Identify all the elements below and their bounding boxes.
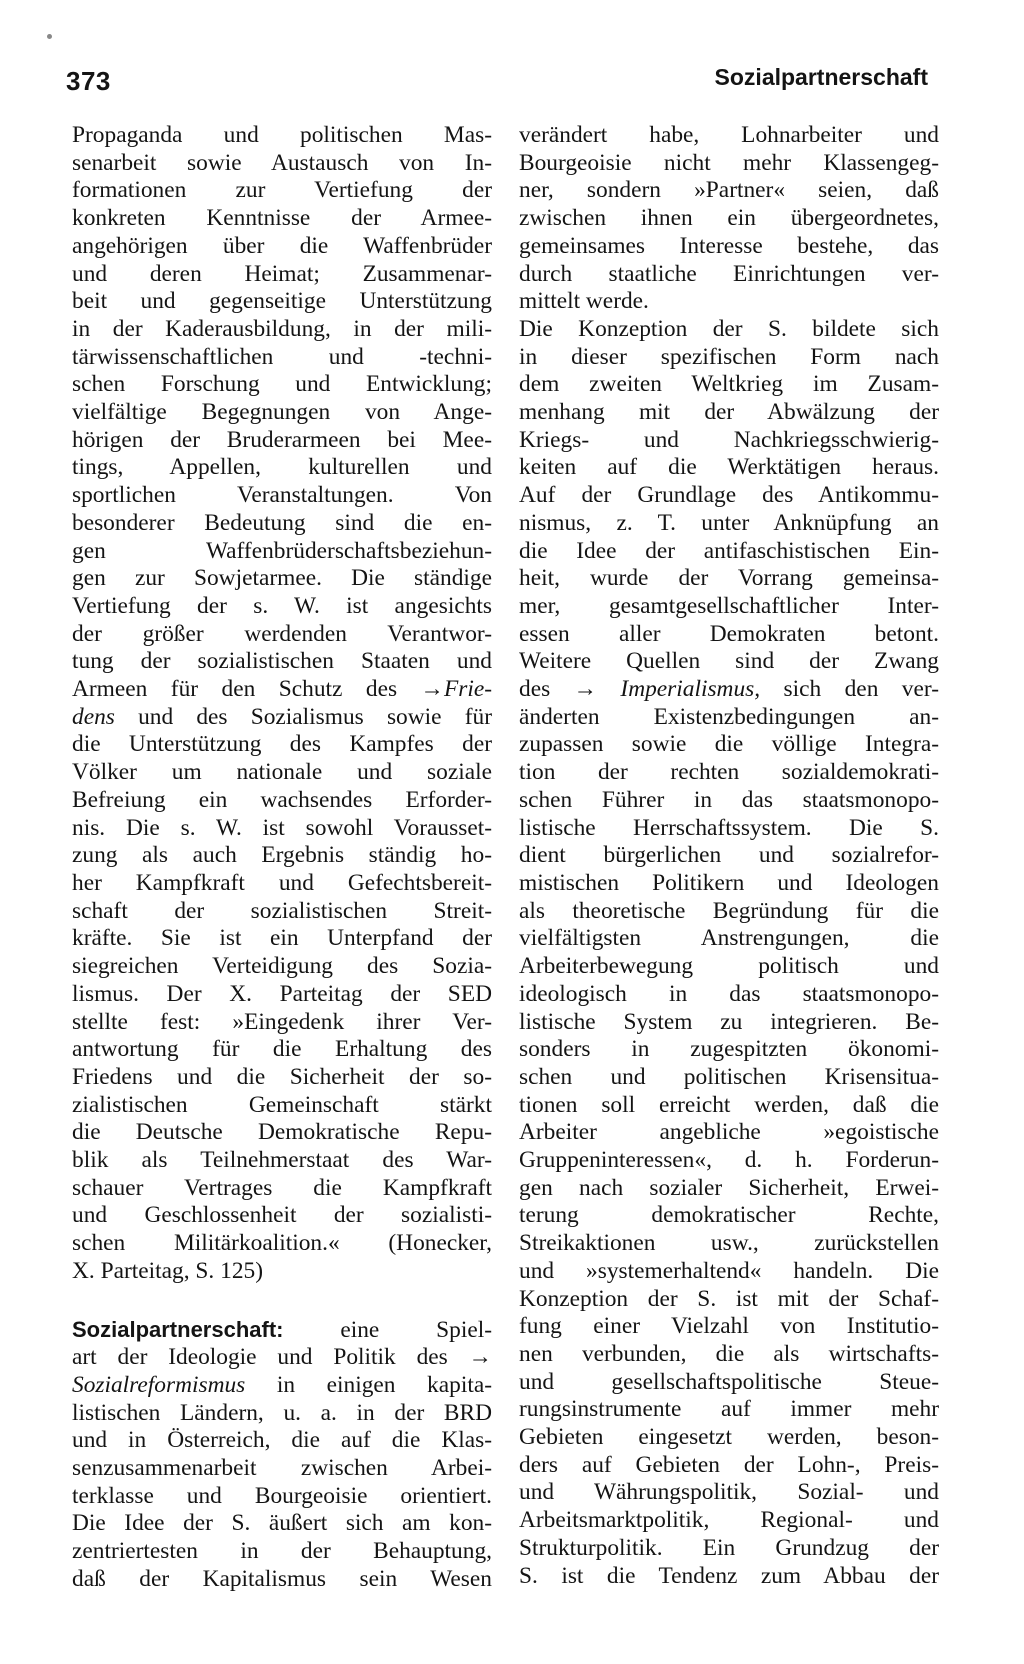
text-line: in dieser spezifischen Form nach <box>519 343 939 370</box>
text-line: änderten Existenzbedingungen an- <box>519 703 939 730</box>
left-column <box>72 122 492 1594</box>
text-line: schauer Vertrages die Kampfkraft <box>72 1174 492 1201</box>
text-line: zupassen sowie die völlige Integra- <box>519 731 939 758</box>
text-line: schen Forschung und Entwicklung; <box>72 371 492 398</box>
cross-reference: Imperialismus, <box>620 676 761 703</box>
text-line: tionen soll erreicht werden, daß die <box>519 1091 939 1118</box>
text-segment: Armeen für den Schutz des <box>72 676 398 703</box>
text-line: listischen Ländern, u. a. in der BRD <box>72 1399 492 1426</box>
text-line: formationen zur Vertiefung der <box>72 177 492 204</box>
text-line: antwortung für die Erhaltung des <box>72 1036 492 1063</box>
text-line: besonderer Bedeutung sind die en- <box>72 509 492 536</box>
text-line: Vertiefung der s. W. ist angesichts <box>72 592 492 619</box>
text-line: nismus, z. T. unter Anknüpfung an <box>519 509 939 536</box>
text-line: Gebieten eingesetzt werden, beson- <box>519 1424 939 1451</box>
text-line: Gruppeninteressen«, d. h. Forderun- <box>519 1147 939 1174</box>
text-line: mistischen Politikern und Ideologen <box>519 869 939 896</box>
text-line: senzusammenarbeit zwischen Arbei- <box>72 1455 492 1482</box>
text-line: und deren Heimat; Zusammenar- <box>72 260 492 287</box>
text-line: angehörigen über die Waffenbrüder <box>72 232 492 259</box>
text-line: gen nach sozialer Sicherheit, Erwei- <box>519 1174 939 1201</box>
text-line: art der Ideologie und Politik des → <box>72 1344 492 1371</box>
text-line: ner, sondern »Partner« seien, daß <box>519 177 939 204</box>
text-line: schen und politischen Krisensitua- <box>519 1063 939 1090</box>
text-line: terung demokratischer Rechte, <box>519 1202 939 1229</box>
text-line: gen Waffenbrüderschaftsbeziehun- <box>72 537 492 564</box>
text-line: Auf der Grundlage des Antikommu- <box>519 482 939 509</box>
text-line: kräfte. Sie ist ein Unterpfand der <box>72 925 492 952</box>
text-line: verändert habe, Lohnarbeiter und <box>519 122 939 148</box>
text-line: keiten auf die Werktätigen heraus. <box>519 454 939 481</box>
text-line <box>72 1372 492 1400</box>
text-line: zentriertesten in der Behauptung, <box>72 1538 492 1565</box>
right-column <box>519 122 939 1590</box>
text-line: Kriegs- und Nachkriegsschwierig- <box>519 426 939 453</box>
text-line: essen aller Demokraten betont. <box>519 620 939 647</box>
text-segment: des → <box>519 676 621 703</box>
text-line: schaft der sozialistischen Streit- <box>72 897 492 924</box>
cross-reference: →Frie- <box>420 676 492 703</box>
text-line: und gesellschaftspolitische Steue- <box>519 1368 939 1395</box>
text-line: mittelt werde. <box>519 288 649 315</box>
entry-gap <box>72 1286 492 1316</box>
text-line: Friedens und die Sicherheit der so- <box>72 1063 492 1090</box>
text-line: lismus. Der X. Parteitag der SED <box>72 980 492 1007</box>
text-line: und in Österreich, die auf die Klas- <box>72 1427 492 1454</box>
text-line: nis. Die s. W. ist sowohl Vorausset- <box>72 814 492 841</box>
page-number: 373 <box>66 66 111 96</box>
text-line: schen Führer in das staatsmonopo- <box>519 786 939 813</box>
text-line: blik als Teilnehmerstaat des War- <box>72 1147 492 1174</box>
text-line: ders auf Gebieten der Lohn-, Preis- <box>519 1451 939 1478</box>
text-line: senarbeit sowie Austausch von In- <box>72 149 492 176</box>
text-line: ideologisch in das staatsmonopo- <box>519 980 939 1007</box>
text-line: Propaganda und politischen Mas- <box>72 122 492 148</box>
text-line: tung der sozialistischen Staaten und <box>72 648 492 675</box>
text-line: gemeinsames Interesse bestehe, das <box>519 232 939 259</box>
text-line: sonders in zugespitzten ökonomi- <box>519 1036 939 1063</box>
text-line: Arbeitsmarktpolitik, Regional- und <box>519 1507 939 1534</box>
text-line: beit und gegenseitige Unterstützung <box>72 288 492 315</box>
text-line: tion der rechten sozialdemokrati- <box>519 759 939 786</box>
text-line: und »systemerhaltend« handeln. Die <box>519 1257 939 1284</box>
scan-speck <box>47 34 52 39</box>
text-line <box>72 676 492 704</box>
text-line: listische Herrschaftssystem. Die S. <box>519 814 939 841</box>
text-line: Befreiung ein wachsendes Erforder- <box>72 786 492 813</box>
text-segment: in einigen kapita- <box>245 1371 492 1398</box>
text-line: dient bürgerlichen und sozialrefor- <box>519 842 939 869</box>
text-line: stellte fest: »Eingedenk ihrer Ver- <box>72 1008 492 1035</box>
text-line: her Kampfkraft und Gefechtsbereit- <box>72 869 492 896</box>
text-segment: sich den ver- <box>760 676 939 703</box>
text-line: Streikaktionen usw., zurückstellen <box>519 1230 939 1257</box>
text-line: in der Kaderausbildung, in der mili- <box>72 315 492 342</box>
entry-headword: Sozialpartnerschaft: <box>72 1316 284 1342</box>
text-line: terklasse und Bourgeoisie orientiert. <box>72 1482 492 1509</box>
text-line: die Deutsche Demokratische Repu- <box>72 1119 492 1146</box>
text-line: vielfältigsten Anstrengungen, die <box>519 925 939 952</box>
text-line: mer, gesamtgesellschaftlicher Inter- <box>519 592 939 619</box>
text-line <box>519 676 939 704</box>
cross-reference: dens <box>72 703 115 730</box>
text-line: X. Parteitag, S. 125) <box>72 1257 263 1284</box>
text-line: der größer werdenden Verantwor- <box>72 620 492 647</box>
text-line: und Währungspolitik, Sozial- und <box>519 1479 939 1506</box>
text-line: Strukturpolitik. Ein Grundzug der <box>519 1534 939 1561</box>
text-line: durch staatliche Einrichtungen ver- <box>519 260 939 287</box>
text-line: daß der Kapitalismus sein Wesen <box>72 1565 492 1592</box>
text-line: heit, wurde der Vorrang gemeinsa- <box>519 565 939 592</box>
text-line: tings, Appellen, kulturellen und <box>72 454 492 481</box>
text-segment: und des Sozialismus sowie für <box>114 703 492 730</box>
text-line: die Idee der antifaschistischen Ein- <box>519 537 939 564</box>
text-line: zung als auch Ergebnis ständig ho- <box>72 842 492 869</box>
text-line: Bourgeoisie nicht mehr Klassengeg- <box>519 149 939 176</box>
text-line: und Geschlossenheit der sozialisti- <box>72 1202 492 1229</box>
text-line: schen Militärkoalition.« (Honecker, <box>72 1230 492 1257</box>
text-line: Arbeiterbewegung politisch und <box>519 953 939 980</box>
text-line: Konzeption der S. ist mit der Schaf- <box>519 1285 939 1312</box>
text-line: dem zweiten Weltkrieg im Zusam- <box>519 371 939 398</box>
text-line: vielfältige Begegnungen von Ange- <box>72 399 492 426</box>
text-line: menhang mit der Abwälzung der <box>519 399 939 426</box>
text-line: zwischen ihnen ein übergeordnetes, <box>519 205 939 232</box>
text-line: Arbeiter angebliche »egoistische <box>519 1119 939 1146</box>
text-line: listische System zu integrieren. Be- <box>519 1008 939 1035</box>
text-line: Völker um nationale und soziale <box>72 759 492 786</box>
text-line: sportlichen Veranstaltungen. Von <box>72 482 492 509</box>
text-line: tärwissenschaftlichen und -techni- <box>72 343 492 370</box>
text-line: S. ist die Tendenz zum Abbau der <box>519 1562 939 1589</box>
text-line: Die Konzeption der S. bildete sich <box>519 315 939 342</box>
text-line: siegreichen Verteidigung des Sozia- <box>72 953 492 980</box>
text-line: die Unterstützung des Kampfes der <box>72 731 492 758</box>
text-line: rungsinstrumente auf immer mehr <box>519 1396 939 1423</box>
text-line <box>72 704 492 732</box>
text-line: Weitere Quellen sind der Zwang <box>519 648 939 675</box>
text-line: fung einer Vielzahl von Institutio- <box>519 1313 939 1340</box>
text-line: nen verbunden, die als wirtschafts- <box>519 1340 939 1367</box>
text-line: zialistischen Gemeinschaft stärkt <box>72 1091 492 1118</box>
cross-reference: Sozialreformismus <box>72 1371 246 1398</box>
text-line: gen zur Sowjetarmee. Die ständige <box>72 565 492 592</box>
text-line: konkreten Kenntnisse der Armee- <box>72 205 492 232</box>
text-line: hörigen der Bruderarmeen bei Mee- <box>72 426 492 453</box>
text-segment: eine Spiel- <box>283 1316 492 1343</box>
running-head: Sozialpartnerschaft <box>714 64 928 90</box>
text-line: Die Idee der S. äußert sich am kon- <box>72 1510 492 1537</box>
entry-first-line <box>72 1316 492 1345</box>
text-line: als theoretische Begründung für die <box>519 897 939 924</box>
